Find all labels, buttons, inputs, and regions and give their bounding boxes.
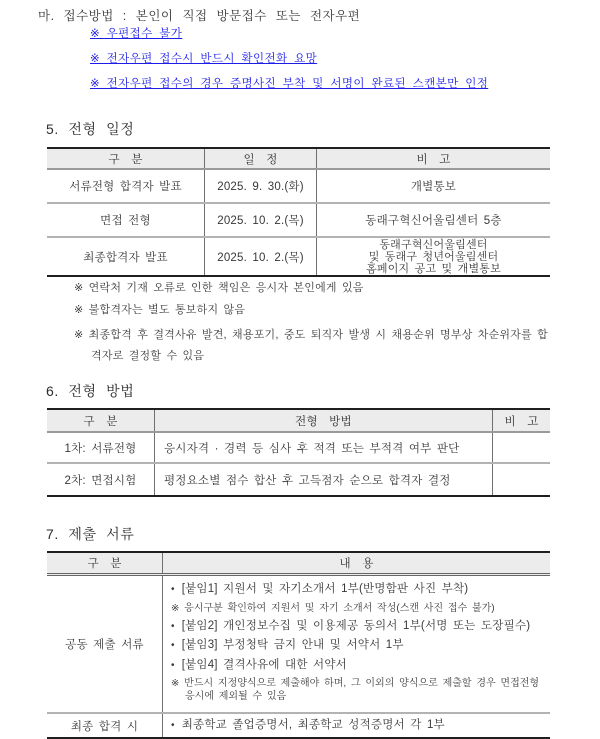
- method-remark: [493, 464, 550, 495]
- schedule-date: 2025. 10. 2.(목): [205, 238, 317, 275]
- footnote-contact-error: ※ 연락처 기재 오류로 인한 책임은 응시자 본인에게 있음: [74, 282, 364, 294]
- schedule-category: 서류전형 합격자 발표: [47, 170, 205, 202]
- document-item: [171, 658, 542, 674]
- document-item-text: [붙임4] 결격사유에 대한 서약서: [181, 658, 347, 671]
- bullet-icon: •: [171, 620, 175, 632]
- documents-category: 최종 합격 시: [47, 714, 163, 737]
- schedule-date: 2025. 10. 2.(목): [205, 204, 317, 236]
- schedule-category: 면접 전형: [47, 204, 205, 236]
- document-item-text: 최종학교 졸업증명서, 최종학교 성적증명서 각 1부: [181, 719, 445, 731]
- documents-table: [47, 551, 550, 739]
- document-item-text: [붙임3] 부정청탁 금지 안내 및 서약서 1부: [181, 639, 404, 651]
- method-description: 응시자격 · 경력 등 심사 후 적격 또는 부적격 여부 판단: [155, 433, 493, 462]
- schedule-table: [47, 147, 550, 277]
- schedule-category: 최종합격자 발표: [47, 238, 205, 275]
- table-row: [47, 714, 550, 737]
- note-no-postal-receipt: ※ 우편접수 불가: [90, 28, 183, 40]
- section-title-method: 6. 전형 방법: [46, 383, 135, 399]
- schedule-table-header-row: [47, 149, 550, 170]
- remark-line: 동래구혁신어울림센터: [379, 238, 488, 251]
- document-item: [171, 638, 542, 654]
- column-header-date: 일 정: [205, 149, 317, 168]
- column-header-method: 전형 방법: [155, 410, 493, 431]
- document-item: [171, 619, 542, 635]
- section-title-documents: 7. 제출 서류: [46, 526, 135, 542]
- document-note: ※ 반드시 지정양식으로 제출해야 하며, 그 이외의 양식으로 제출할 경우 면접전형 응시에 제외될 수 있음: [171, 678, 540, 702]
- note-email-scan-requirement: ※ 전자우편 접수의 경우 증명사진 부착 및 서명이 완료된 스캔본만 인정: [90, 78, 489, 90]
- note-email-confirm-call: ※ 전자우편 접수시 반드시 확인전화 요망: [90, 53, 318, 65]
- document-note: ※ 응시구분 확인하여 지원서 및 자기 소개서 작성(스캔 사진 접수 불가): [171, 602, 495, 614]
- documents-category: 공동 제출 서류: [47, 576, 163, 712]
- document-item: [171, 718, 542, 734]
- method-description: 평정요소별 점수 합산 후 고득점자 순으로 합격자 결정: [155, 464, 493, 495]
- documents-table-header-row: [47, 553, 550, 576]
- column-header-category: 구 분: [47, 149, 205, 168]
- bullet-icon: •: [171, 584, 175, 595]
- column-header-remark: 비 고: [504, 415, 539, 428]
- application-method-heading: 마. 접수방법 : 본인이 직접 방문접수 또는 전자우편: [38, 9, 361, 23]
- method-table: [47, 408, 550, 497]
- bullet-icon: •: [171, 720, 175, 731]
- table-row: [47, 576, 550, 714]
- method-stage: 1차: 서류전형: [47, 433, 155, 462]
- column-header-remark: 비 고: [416, 153, 451, 166]
- schedule-remark: [317, 238, 550, 275]
- document-item-text: [붙임2] 개인정보수집 및 이용제공 동의서 1부(서명 또는 도장필수): [181, 619, 531, 632]
- table-row: [47, 238, 550, 275]
- documents-content: [163, 576, 550, 712]
- document-item: [171, 582, 542, 598]
- document-item-text: [붙임1] 지원서 및 자기소개서 1부(반명함판 사진 부착): [181, 583, 469, 595]
- footnote-no-notify: ※ 불합격자는 별도 통보하지 않음: [74, 304, 246, 316]
- table-row: [47, 433, 550, 464]
- column-header-category: 구 분: [47, 410, 155, 431]
- bullet-icon: •: [171, 659, 175, 671]
- column-header-category: 구 분: [47, 553, 163, 573]
- table-row: [47, 170, 550, 204]
- schedule-remark: 개별통보: [410, 181, 457, 193]
- bullet-icon: •: [171, 640, 175, 651]
- table-row: [47, 204, 550, 238]
- method-remark: [493, 433, 550, 462]
- schedule-date: 2025. 9. 30.(화): [205, 170, 317, 202]
- schedule-remark: 동래구혁신어울림센터 5층: [365, 215, 502, 227]
- footnote-runner-up: ※ 최종합격 후 결격사유 발견, 채용포기, 중도 퇴직자 발생 시 채용순위 명부상 차순위자를 합격자로 결정할 수 있음: [74, 329, 548, 362]
- documents-content: [163, 714, 550, 737]
- method-stage: 2차: 면접시험: [47, 464, 155, 495]
- application-method-notes: [90, 27, 488, 102]
- remark-line: 및 동래구 청년어울림센터: [368, 250, 499, 263]
- remark-line: 홈페이지 공고 및 개별통보: [366, 262, 501, 275]
- method-table-header-row: [47, 410, 550, 433]
- table-row: [47, 464, 550, 495]
- section-title-schedule: 5. 전형 일정: [46, 121, 135, 137]
- column-header-content: 내 용: [339, 558, 374, 570]
- schedule-footnotes: [74, 281, 550, 374]
